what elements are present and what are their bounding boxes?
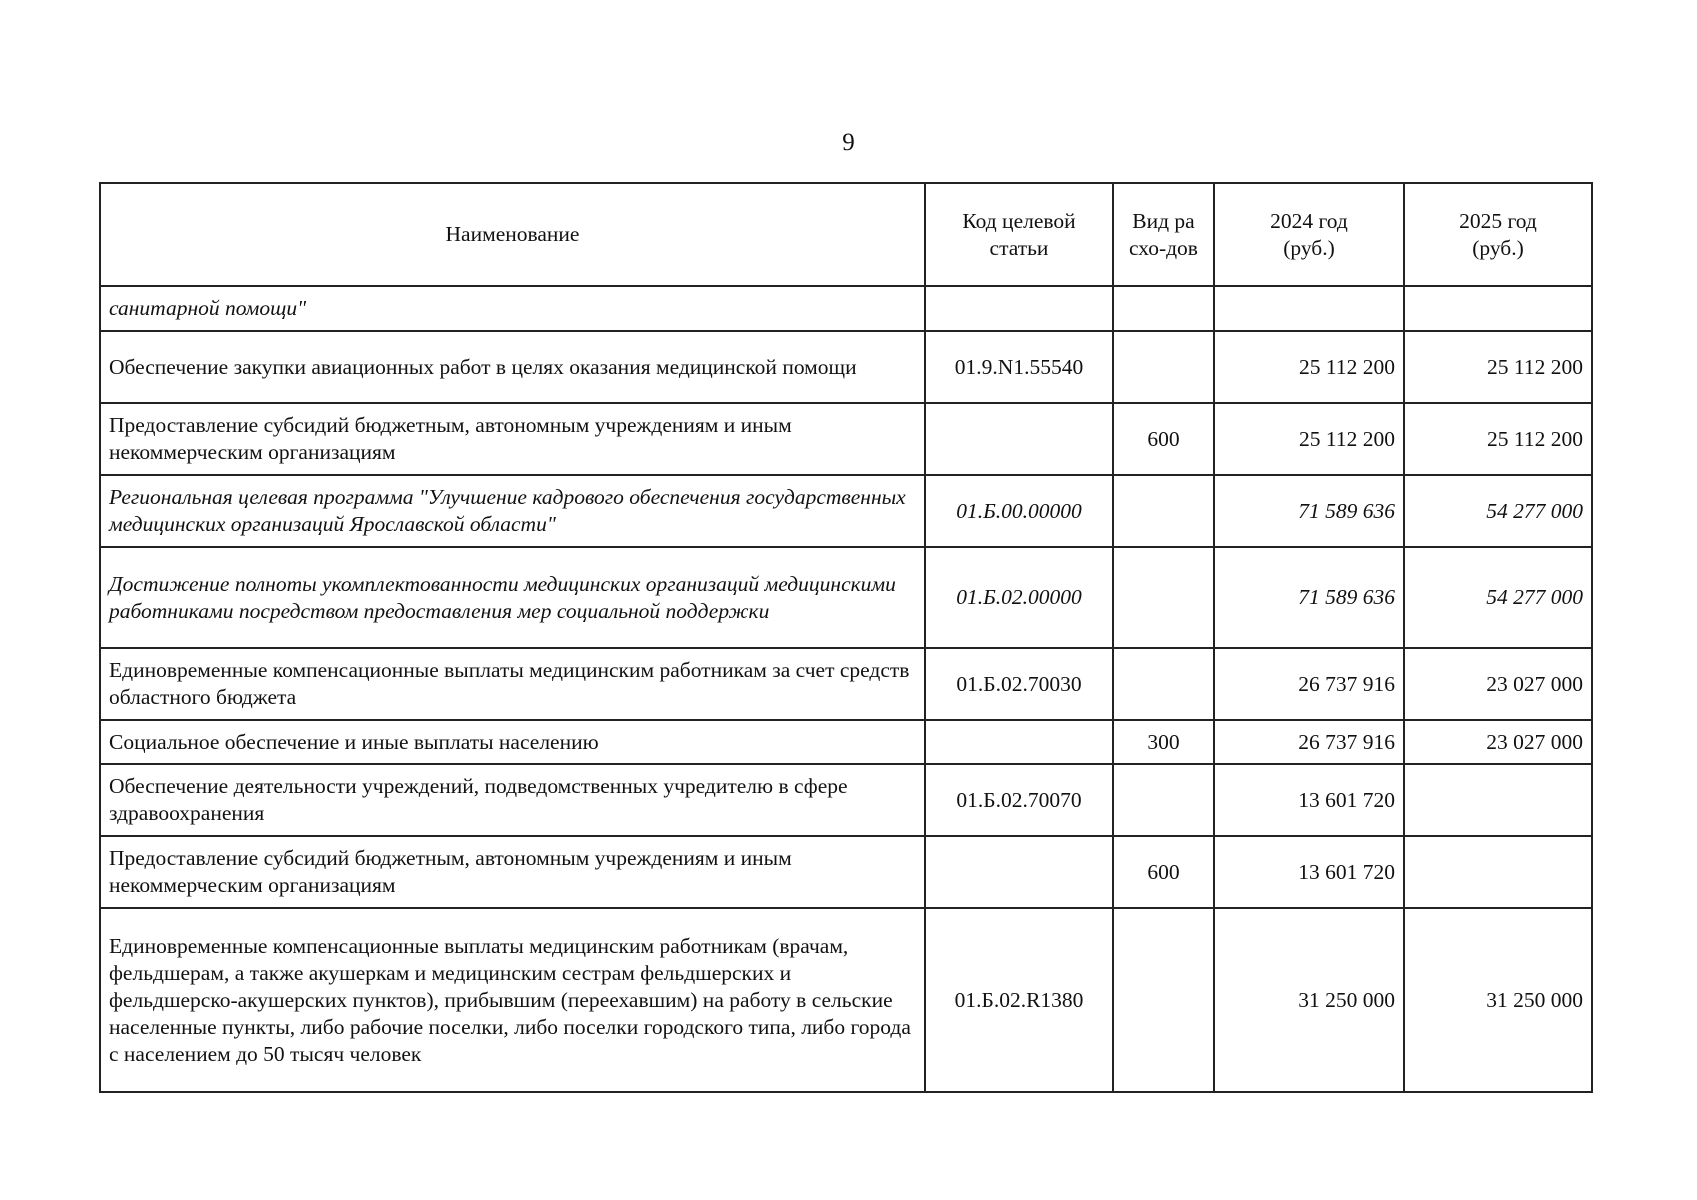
row-kind xyxy=(1113,286,1214,331)
header-code-label: Код целевой статьи xyxy=(962,208,1076,260)
row-code: 01.9.N1.55540 xyxy=(925,331,1113,403)
row-2025: 25 112 200 xyxy=(1404,403,1592,475)
row-2024: 71 589 636 xyxy=(1214,475,1404,547)
header-2024-label: 2024 год (руб.) xyxy=(1270,208,1348,260)
row-2024: 71 589 636 xyxy=(1214,547,1404,648)
row-2025: 54 277 000 xyxy=(1404,547,1592,648)
row-2025 xyxy=(1404,836,1592,908)
row-kind xyxy=(1113,547,1214,648)
row-kind xyxy=(1113,475,1214,547)
table-row xyxy=(100,908,1592,1092)
row-2025: 25 112 200 xyxy=(1404,331,1592,403)
row-kind xyxy=(1113,648,1214,720)
row-code xyxy=(925,720,1113,764)
row-kind xyxy=(1113,764,1214,836)
table-row xyxy=(100,475,1592,547)
row-code xyxy=(925,403,1113,475)
table-row xyxy=(100,764,1592,836)
header-name: Наименование xyxy=(100,183,925,286)
table-row xyxy=(100,331,1592,403)
row-kind: 600 xyxy=(1113,836,1214,908)
row-2024: 13 601 720 xyxy=(1214,764,1404,836)
row-kind xyxy=(1113,908,1214,1092)
row-2024: 13 601 720 xyxy=(1214,836,1404,908)
table-row xyxy=(100,720,1592,764)
row-2024: 26 737 916 xyxy=(1214,720,1404,764)
table-row xyxy=(100,836,1592,908)
row-kind xyxy=(1113,331,1214,403)
row-name: Обеспечение деятельности учреждений, подведомственных учредителю в сфере здравоохранения xyxy=(100,764,925,836)
row-2025: 54 277 000 xyxy=(1404,475,1592,547)
header-code xyxy=(925,183,1113,286)
row-name: Единовременные компенсационные выплаты медицинским работникам за счет средств областного бюджета xyxy=(100,648,925,720)
row-name: Обеспечение закупки авиационных работ в целях оказания медицинской помощи xyxy=(100,331,925,403)
row-2024: 25 112 200 xyxy=(1214,331,1404,403)
row-2024: 25 112 200 xyxy=(1214,403,1404,475)
row-2025 xyxy=(1404,286,1592,331)
table-row xyxy=(100,403,1592,475)
header-kind-label: Вид расхо-дов xyxy=(1129,208,1198,260)
row-name: Достижение полноты укомплектованности медицинских организаций медицинскими работниками посредством предоставления мер социальной поддержки xyxy=(100,547,925,648)
row-code xyxy=(925,286,1113,331)
table-row xyxy=(100,286,1592,331)
row-2025: 31 250 000 xyxy=(1404,908,1592,1092)
row-2024 xyxy=(1214,286,1404,331)
row-kind: 600 xyxy=(1113,403,1214,475)
header-kind xyxy=(1113,183,1214,286)
row-name: Предоставление субсидий бюджетным, автономным учреждениям и иным некоммерческим организациям xyxy=(100,403,925,475)
row-code: 01.Б.02.R1380 xyxy=(925,908,1113,1092)
row-kind: 300 xyxy=(1113,720,1214,764)
row-2025: 23 027 000 xyxy=(1404,720,1592,764)
row-code: 01.Б.00.00000 xyxy=(925,475,1113,547)
row-name: Региональная целевая программа "Улучшение кадрового обеспечения государственных медицинских организаций Ярославской области" xyxy=(100,475,925,547)
row-code: 01.Б.02.70070 xyxy=(925,764,1113,836)
row-2024: 26 737 916 xyxy=(1214,648,1404,720)
header-2024 xyxy=(1214,183,1404,286)
page-number: 9 xyxy=(842,129,855,156)
row-name: Предоставление субсидий бюджетным, автономным учреждениям и иным некоммерческим организациям xyxy=(100,836,925,908)
table-header-row xyxy=(100,183,1592,286)
header-2025 xyxy=(1404,183,1592,286)
row-name: санитарной помощи" xyxy=(100,286,925,331)
table-row xyxy=(100,648,1592,720)
row-code: 01.Б.02.00000 xyxy=(925,547,1113,648)
budget-table xyxy=(99,182,1593,1093)
row-2025: 23 027 000 xyxy=(1404,648,1592,720)
row-code xyxy=(925,836,1113,908)
row-2025 xyxy=(1404,764,1592,836)
header-2025-label: 2025 год (руб.) xyxy=(1459,208,1537,260)
row-name: Единовременные компенсационные выплаты медицинским работникам (врачам, фельдшерам, а также акушеркам и медицинским сестрам фельдшерских и фельдшерско-акушерских пунктов), прибывшим (переехавшим) на работу в сельские населенные пункты, либо рабочие поселки, либо поселки городского типа, либо города с населением до 50 тысяч человек xyxy=(100,908,925,1092)
row-name: Социальное обеспечение и иные выплаты населению xyxy=(100,720,925,764)
table-row xyxy=(100,547,1592,648)
row-code: 01.Б.02.70030 xyxy=(925,648,1113,720)
row-2024: 31 250 000 xyxy=(1214,908,1404,1092)
